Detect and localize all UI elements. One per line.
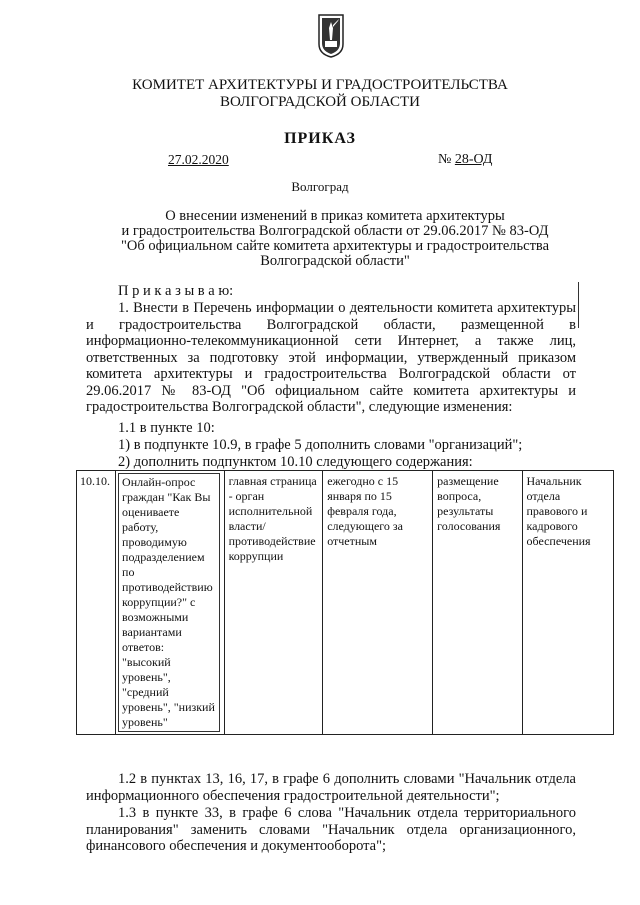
order-date: 27.02.2020	[168, 152, 229, 167]
table-cell-number: 10.10.	[77, 471, 116, 735]
table-cell-location: главная страница - орган исполнительной власти/противодействие коррупции	[224, 471, 323, 735]
subject-line: Волгоградской области"	[260, 253, 410, 269]
paragraph-1-2: 1.2 в пунктах 13, 16, 17, в графе 6 дополнить словами "Начальник отдела информационного обеспечения градостроительной деятельности";	[86, 771, 576, 804]
number-prefix: №	[438, 152, 452, 167]
table-cell-content-text: Онлайн-опрос граждан "Как Вы оцениваете работу, проводимую подразделением по противодействию коррупции?" с возможными вариантами ответов: "высокий уровень", "средний уровень", "низкий уровень"	[118, 473, 220, 732]
table-cell-responsible: Начальник отдела правового и кадрового обеспечения	[522, 471, 614, 735]
committee-name-line1: КОМИТЕТ АРХИТЕКТУРЫ И ГРАДОСТРОИТЕЛЬСТВА	[132, 77, 508, 93]
table-row	[77, 471, 614, 735]
document-type: ПРИКАЗ	[284, 130, 356, 147]
table-cell-period: ежегодно с 15 января по 15 февраля года, следующего за отчетным	[323, 471, 433, 735]
paragraph-1-1: 1.1 в пункте 10:	[118, 420, 215, 436]
paragraph-1: 1. Внести в Перечень информации о деятельности комитета архитектуры и градостроительства Волгоградской области, размещенной в информационно-телекоммуникационной сети Интернет, а также лиц, ответственных за подготовку этой информации, утвержденный приказом комитета архитектуры и градостроительства Волгоградской области от 29.06.2017 № 83-ОД "Об официальном сайте комитета архитектуры и градостроительства Волгоградской области", следующие изменения:	[86, 300, 576, 415]
paragraph-1-3: 1.3 в пункте 33, в графе 6 слова "Начальник отдела территориального планирования" заменить словами "Начальник отдела организационного, финансового обеспечения и документооборота";	[86, 805, 576, 854]
table-cell-action: размещение вопроса, результаты голосования	[433, 471, 522, 735]
volgograd-emblem-icon	[318, 14, 344, 58]
order-subject	[100, 209, 570, 269]
number-value: 28-ОД	[454, 152, 493, 167]
subject-line: "Об официальном сайте комитета архитектуры и градостроительства	[120, 238, 550, 254]
committee-name-line2: ВОЛГОГРАДСКОЙ ОБЛАСТИ	[220, 94, 420, 110]
amendment-table	[76, 470, 614, 735]
order-word: П р и к а з ы в а ю:	[118, 283, 234, 299]
city: Волгоград	[291, 179, 349, 194]
subject-line: и градостроительства Волгоградской области от 29.06.2017 № 83-ОД	[121, 223, 549, 239]
order-number	[438, 152, 492, 168]
paragraph-1-1-2: 2) дополнить подпунктом 10.10 следующего содержания:	[118, 454, 473, 470]
table-cell-content	[116, 471, 225, 735]
subject-line: О внесении изменений в приказ комитета архитектуры	[165, 208, 505, 224]
margin-mark	[578, 282, 579, 328]
paragraph-1-1-1: 1) в подпункте 10.9, в графе 5 дополнить словами "организаций";	[118, 437, 523, 453]
